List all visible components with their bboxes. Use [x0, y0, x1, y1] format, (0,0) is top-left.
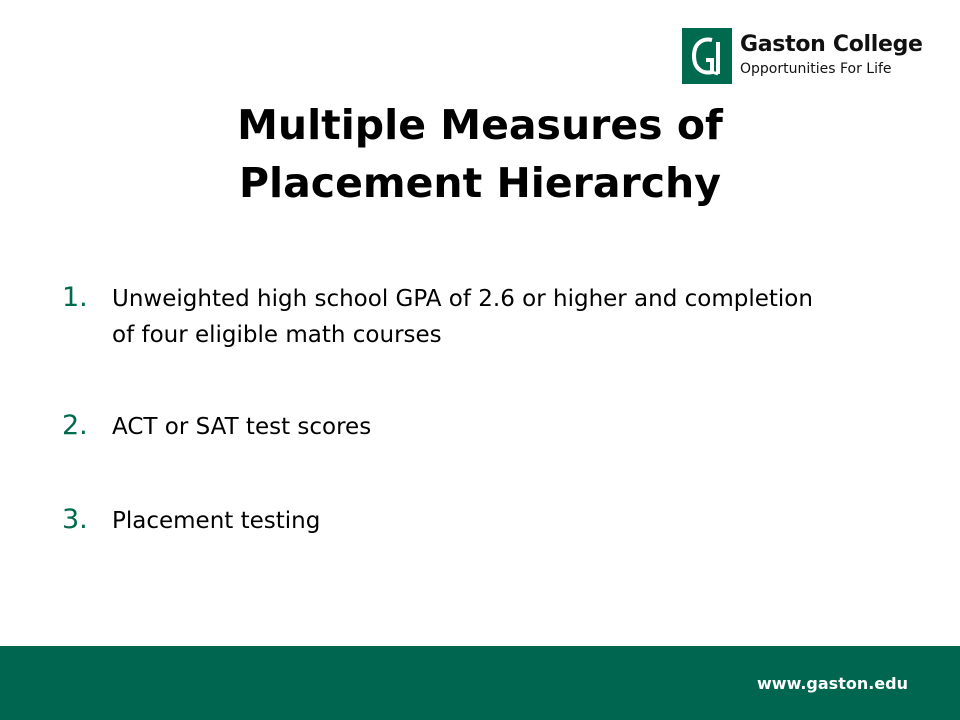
list-item — [62, 280, 832, 353]
title-line-1: Multiple Measures of — [237, 101, 723, 149]
logo-text — [740, 33, 923, 79]
footer-bar — [0, 646, 960, 720]
college-name: Gaston College — [740, 32, 923, 57]
gaston-college-g-logo-icon — [682, 28, 732, 84]
website-link[interactable]: www.gaston.edu — [757, 674, 908, 693]
list-item-number: 1. — [62, 282, 88, 313]
list-item-number: 2. — [62, 410, 88, 441]
list-item — [62, 502, 832, 539]
list-item-text: Placement testing — [112, 508, 321, 534]
slide-title — [0, 96, 960, 212]
list-item-number: 3. — [62, 504, 88, 535]
list-item-text: ACT or SAT test scores — [112, 414, 372, 440]
college-tagline: Opportunities For Life — [740, 61, 892, 77]
college-logo — [682, 28, 923, 84]
list-item — [62, 408, 832, 445]
title-line-2: Placement Hierarchy — [239, 159, 721, 207]
list-item-text: Unweighted high school GPA of 2.6 or higher and completion of four eligible math courses — [112, 286, 813, 348]
